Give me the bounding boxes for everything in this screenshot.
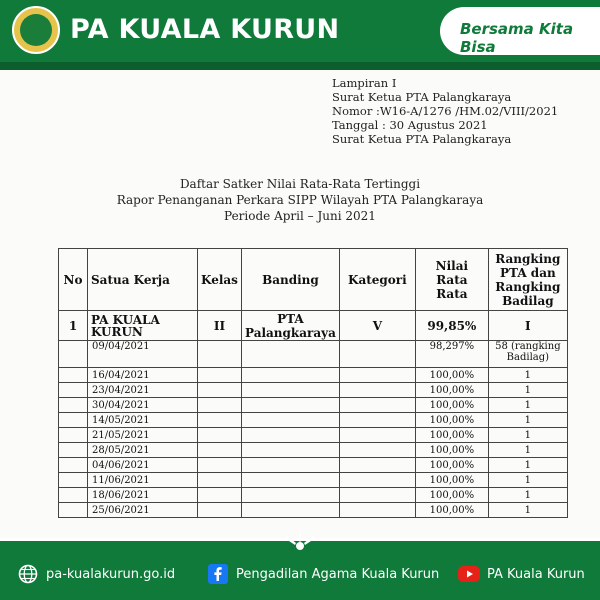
cell-banding	[242, 413, 340, 428]
ranking-table	[58, 248, 568, 518]
cell-kelas	[198, 368, 242, 383]
cell-kelas: II	[198, 311, 242, 341]
heading-line: Daftar Satker Nilai Rata-Rata Tertinggi	[179, 177, 421, 191]
cell-kategori	[339, 398, 415, 413]
cell-kelas	[198, 473, 242, 488]
cell-rangking: I	[488, 311, 567, 341]
col-header-kategori: Kategori	[339, 249, 415, 311]
attachment-line: Nomor :W16-A/1276 /HM.02/VIII/2021	[332, 104, 559, 118]
cell-rank: 1	[488, 428, 567, 443]
cell-kelas	[198, 383, 242, 398]
cell-rank: 1	[488, 488, 567, 503]
cell-date: 21/05/2021	[88, 428, 198, 443]
cell-kategori: V	[339, 311, 415, 341]
table-row	[59, 458, 568, 473]
cell-kategori	[339, 458, 415, 473]
cell-kategori	[339, 473, 415, 488]
cell-no	[59, 383, 88, 398]
cell-kategori	[339, 368, 415, 383]
cell-rank: 1	[488, 473, 567, 488]
facebook-icon	[208, 564, 228, 584]
cell-date: 09/04/2021	[88, 341, 198, 368]
cell-kelas	[198, 398, 242, 413]
cell-rank: 1	[488, 368, 567, 383]
cell-date: 18/06/2021	[88, 488, 198, 503]
header-bar	[0, 0, 600, 62]
cell-nilai: 100,00%	[415, 503, 488, 518]
table-row	[59, 443, 568, 458]
cell-kategori	[339, 488, 415, 503]
cell-no	[59, 458, 88, 473]
cell-no	[59, 368, 88, 383]
cell-kategori	[339, 443, 415, 458]
court-logo-icon	[12, 6, 60, 54]
site-title: PA KUALA KURUN	[70, 14, 340, 45]
slogan-badge	[440, 7, 600, 55]
globe-icon	[18, 564, 38, 584]
cell-date: 11/06/2021	[88, 473, 198, 488]
cell-nilai: 100,00%	[415, 473, 488, 488]
table-row	[59, 341, 568, 368]
youtube-icon	[458, 564, 480, 584]
table-row	[59, 503, 568, 518]
cell-banding	[242, 503, 340, 518]
heading-line: Periode April – Juni 2021	[224, 209, 376, 223]
table-header-row	[59, 249, 568, 311]
cell-kategori	[339, 503, 415, 518]
table-row	[59, 413, 568, 428]
attachment-line: Surat Ketua PTA Palangkaraya	[332, 132, 512, 146]
cell-kelas	[198, 413, 242, 428]
cell-date: 23/04/2021	[88, 383, 198, 398]
cell-satuan: PA KUALA KURUN	[88, 311, 198, 341]
cell-date: 25/06/2021	[88, 503, 198, 518]
cell-rank: 1	[488, 383, 567, 398]
cell-nilai: 100,00%	[415, 458, 488, 473]
cell-nilai: 100,00%	[415, 383, 488, 398]
attachment-line: Lampiran I	[332, 76, 397, 90]
cell-kelas	[198, 443, 242, 458]
cell-nilai: 100,00%	[415, 398, 488, 413]
detail-rows	[59, 341, 568, 518]
cell-no	[59, 443, 88, 458]
cell-banding	[242, 383, 340, 398]
cell-kelas	[198, 503, 242, 518]
attachment-line: Tanggal : 30 Agustus 2021	[332, 118, 488, 132]
table-row	[59, 368, 568, 383]
col-header-banding: Banding	[242, 249, 340, 311]
table-row	[59, 488, 568, 503]
youtube-link[interactable]: PA Kuala Kurun	[487, 567, 585, 582]
cell-nilai: 100,00%	[415, 368, 488, 383]
table-row	[59, 383, 568, 398]
heading-line: Rapor Penanganan Perkara SIPP Wilayah PTA Palangkaraya	[116, 193, 484, 207]
cell-kelas	[198, 428, 242, 443]
table-row-main	[59, 311, 568, 341]
cell-banding	[242, 341, 340, 368]
cell-kategori	[339, 341, 415, 368]
cell-date: 14/05/2021	[88, 413, 198, 428]
cell-nilai: 100,00%	[415, 443, 488, 458]
cell-rank: 1	[488, 398, 567, 413]
cell-no	[59, 341, 88, 368]
cell-date: 28/05/2021	[88, 443, 198, 458]
cell-kelas	[198, 341, 242, 368]
cell-nilai: 99,85%	[415, 311, 488, 341]
cell-no	[59, 413, 88, 428]
cell-banding	[242, 443, 340, 458]
cell-no	[59, 473, 88, 488]
cell-banding	[242, 368, 340, 383]
website-link[interactable]: pa-kualakurun.go.id	[46, 567, 176, 582]
table-row	[59, 428, 568, 443]
cell-banding	[242, 458, 340, 473]
cell-banding	[242, 473, 340, 488]
cell-rank: 58 (rangking Badilag)	[488, 341, 567, 368]
cell-banding	[242, 398, 340, 413]
facebook-link[interactable]: Pengadilan Agama Kuala Kurun	[236, 567, 440, 582]
cell-nilai: 98,297%	[415, 341, 488, 368]
cell-rank: 1	[488, 503, 567, 518]
cell-nilai: 100,00%	[415, 428, 488, 443]
cell-no: 1	[59, 311, 88, 341]
document-heading	[0, 176, 600, 224]
cell-no	[59, 488, 88, 503]
cell-date: 04/06/2021	[88, 458, 198, 473]
col-header-satuan: Satua Kerja	[88, 249, 198, 311]
footer-ornament-icon	[281, 526, 319, 554]
cell-nilai: 100,00%	[415, 488, 488, 503]
col-header-rangking: Rangking PTA dan Rangking Badilag	[488, 249, 567, 311]
attachment-line: Surat Ketua PTA Palangkaraya	[332, 90, 512, 104]
cell-rank: 1	[488, 443, 567, 458]
col-header-kelas: Kelas	[198, 249, 242, 311]
col-header-no: No	[59, 249, 88, 311]
table-row	[59, 398, 568, 413]
cell-rank: 1	[488, 458, 567, 473]
cell-banding	[242, 488, 340, 503]
cell-no	[59, 428, 88, 443]
cell-kelas	[198, 488, 242, 503]
attachment-info	[332, 76, 558, 146]
cell-kategori	[339, 383, 415, 398]
cell-date: 16/04/2021	[88, 368, 198, 383]
table-row	[59, 473, 568, 488]
cell-kelas	[198, 458, 242, 473]
col-header-nilai: Nilai Rata Rata	[415, 249, 488, 311]
cell-kategori	[339, 413, 415, 428]
cell-banding: PTA Palangkaraya	[242, 311, 340, 341]
cell-rank: 1	[488, 413, 567, 428]
cell-date: 30/04/2021	[88, 398, 198, 413]
cell-banding	[242, 428, 340, 443]
cell-nilai: 100,00%	[415, 413, 488, 428]
cell-no	[59, 398, 88, 413]
slogan-text: Bersama Kita Bisa	[460, 20, 574, 56]
header-band	[0, 62, 600, 70]
cell-no	[59, 503, 88, 518]
cell-kategori	[339, 428, 415, 443]
